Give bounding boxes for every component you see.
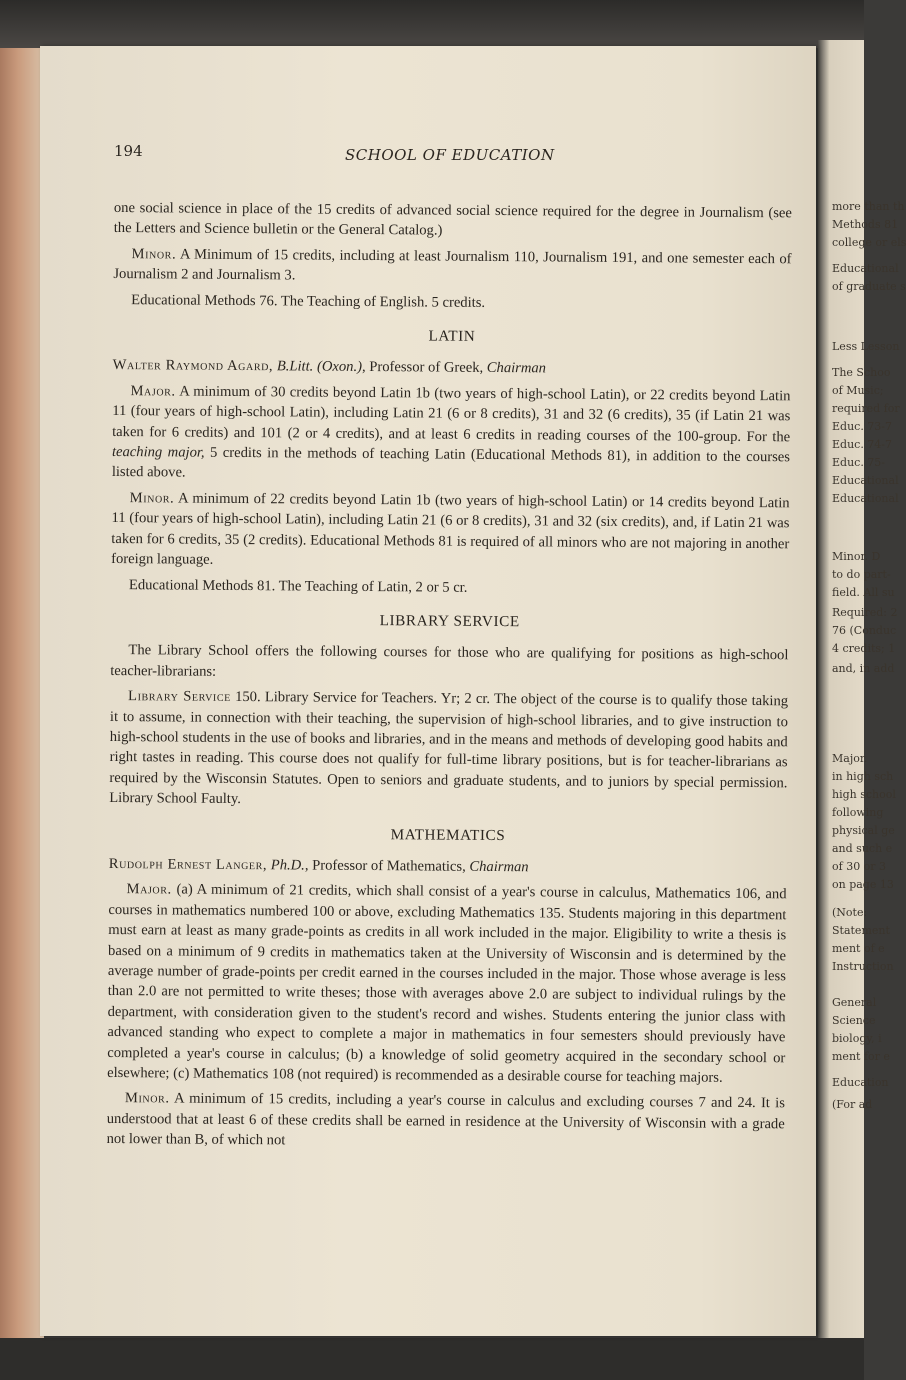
adjacent-page-fragment: Science	[832, 1014, 876, 1027]
adjacent-page-fragment: Methods 81	[832, 218, 899, 231]
adjacent-page-fragment: field. All su	[832, 586, 895, 599]
scan-top-edge	[0, 0, 864, 48]
adjacent-page-fragment: of Music;	[832, 384, 884, 397]
adjacent-page-edge	[818, 40, 906, 1340]
adjacent-page-fragment: Less Lesson	[832, 340, 900, 353]
adjacent-page-fragment: Educational	[832, 262, 899, 275]
adjacent-page-fragment: Minor. D	[832, 550, 881, 563]
adjacent-page-fragment: 76 (Conduc	[832, 624, 897, 637]
adjacent-page-fragment: Education	[832, 1076, 889, 1089]
adjacent-page-fragment: ment of e	[832, 942, 885, 955]
minor-text: A minimum of 22 credits beyond Latin 1b (two years of high-school Latin) or 14 credits beyond Latin 11 (four years of high-school Latin), including Latin 21 (6 or 8 credits), 31 and 32 (six credits), and, if Latin 21 was taken for 6 credits, 35 (2 credits). Educational Methods 81 is required of all minors who are not majoring in another foreign language.	[111, 490, 790, 568]
adjacent-page-fragment: The Schoo	[832, 366, 891, 379]
continued-paragraph: one social science in place of the 15 credits of advanced social science required for the degree in Journalism (see the Letters and Science bulletin or the General Catalog.)	[113, 199, 792, 239]
adjacent-page-fragment: Educ. 75-	[832, 456, 886, 469]
book-spine	[0, 48, 44, 1338]
page-number: 194	[114, 142, 143, 160]
adjacent-page-fragment: on page 13	[832, 878, 894, 891]
library-heading: LIBRARY SERVICE	[379, 612, 520, 631]
latin-faculty-line	[113, 355, 791, 381]
course-text: 150. Library Service for Teachers. Yr; 2 cr. The object of the course is to qualify those taking it to assume, in connection with their teaching, the supervision of high-school libraries, and to give instruction to high-school students in the use of books and libraries, and in the means and methods of developing good habits and right tastes in reading. This course does not qualify for full-time library positions, but is for teacher-librarians as required by the Wisconsin Statutes. Open to seniors and graduate students, and to juniors by special permission. Library School Faulty.	[109, 689, 789, 808]
adjacent-page-fragment: Educational	[832, 492, 899, 505]
adjacent-page-fragment: in high sch	[832, 770, 894, 783]
running-head: SCHOOL OF EDUCATION	[345, 146, 555, 164]
adjacent-page-fragment: college or els	[832, 236, 906, 249]
course-label: Library Service	[128, 688, 231, 706]
minor-label: Minor.	[129, 490, 175, 507]
minor-text: A minimum of 15 credits, including a year's course in calculus and excluding courses 7 and 24. It is understood that at least 6 of these credits shall be earned in residence at the University of Wisconsin with a grade not lower than B, of which not	[106, 1090, 785, 1149]
major-label: Major.	[126, 881, 172, 898]
latin-heading: LATIN	[428, 327, 476, 345]
english-methods-line: Educational Methods 76. The Teaching of English. 5 credits.	[131, 291, 486, 311]
adjacent-page-fragment: (Note:	[832, 906, 868, 919]
faculty-name: Rudolph Ernest Langer,	[108, 855, 268, 874]
adjacent-page-fragment: and such e	[832, 842, 893, 855]
minor-label: Minor.	[124, 1090, 170, 1107]
mathematics-heading: MATHEMATICS	[390, 825, 506, 844]
major-text-a: A minimum of 30 credits beyond Latin 1b (two years of high-school Latin), or 22 credits beyond Latin 11 (four years of high-school Latin), including Latin 21 (6 or 8 credits), 31 and 32 (6 credits), 35 (if Latin 21 was taken for 6 credits) and 101 (2 or 4 credits), and at least 6 credits in reading courses of the 100-group. For the	[112, 383, 791, 445]
faculty-institution: (Oxon.)	[316, 359, 363, 376]
adjacent-page-fragment: following	[832, 806, 884, 819]
mathematics-faculty-line	[109, 854, 787, 880]
latin-methods-line: Educational Methods 81. The Teaching of Latin, 2 or 5 cr.	[128, 576, 468, 596]
adjacent-page-fragment: Major.	[832, 752, 868, 765]
mathematics-minor-paragraph	[107, 1088, 785, 1155]
page-body	[106, 198, 791, 1160]
adjacent-page-fragment: General	[832, 996, 877, 1009]
adjacent-page-fragment: Educ. 73-7	[832, 420, 893, 433]
faculty-role: Chairman	[469, 858, 529, 876]
faculty-degree: B.Litt.	[276, 358, 314, 376]
adjacent-page-fragment: to do part-	[832, 568, 891, 581]
faculty-degree: Ph.D.	[270, 857, 305, 874]
latin-major-paragraph	[112, 381, 791, 488]
minor-label: Minor.	[131, 245, 177, 263]
library-intro-paragraph: The Library School offers the following courses for those who are qualifying for positions as high-school teacher-librarians:	[110, 642, 789, 680]
mathematics-major-paragraph	[107, 879, 787, 1088]
adjacent-page-fragment: (For ad	[832, 1098, 873, 1111]
minor-text: A Minimum of 15 credits, including at least Journalism 110, Journalism 191, and one semester each of Journalism 2 and Journalism 3.	[113, 246, 792, 284]
adjacent-page-fragment: 4 credits; 1	[832, 642, 896, 655]
adjacent-page-fragment: and, in add	[832, 662, 895, 675]
faculty-role: Chairman	[486, 360, 547, 377]
adjacent-page-fragment: ment for e	[832, 1050, 890, 1063]
scan-bottom-edge	[0, 1338, 864, 1380]
adjacent-page-fragment: biology, i	[832, 1032, 882, 1045]
adjacent-page-fragment: Instruction	[832, 960, 894, 973]
adjacent-page-fragment: Educ. 74-7	[832, 438, 893, 451]
adjacent-page-fragment: of graduate s	[832, 280, 906, 293]
faculty-name: Walter Raymond Agard,	[112, 357, 274, 375]
adjacent-page-fragment: more than th	[832, 200, 905, 213]
major-text-b: 5 credits in the methods of teaching Latin (Educational Methods 81), in addition to the courses listed above.	[111, 444, 791, 482]
major-text: (a) A minimum of 21 credits, which shall consist of a year's course in calculus, Mathematics 106, and courses in mathematics numbered 100 or above, excluding Mathematics 135. Students majoring in this department must earn at least as many grade-points as credits in all work included in the major. Eligibility to write a thesis is based on a minimum of 9 credits in mathematics taken at the University of Wisconsin and is determined by the average number of grade-points per credit earned in the courses included in the major. Those whose average is less than 2.0 are not permitted to write theses; those with averages above 2.0 are subject to individual rulings by the department, with consideration given to the student's record and wishes. Students entering the junior class with advanced standing who expect to complete a major in mathematics in four semesters should previously have completed a year's course in calculus; (b) a knowledge of solid geometry acquired in the secondary school or elsewhere; (c) Mathematics 108 (not required) is recommended as a desirable course for teaching majors.	[107, 881, 787, 1086]
library-course-paragraph	[109, 686, 788, 814]
latin-minor-paragraph	[111, 488, 790, 575]
adjacent-page-fragment: high school	[832, 788, 896, 801]
faculty-title: , Professor of Mathematics,	[304, 857, 470, 875]
journalism-minor-paragraph	[113, 244, 791, 290]
teaching-major-term: teaching major,	[111, 444, 205, 461]
adjacent-page-fragment: physical ge	[832, 824, 895, 837]
faculty-title: , Professor of Greek,	[361, 359, 487, 377]
adjacent-page-fragment: required for	[832, 402, 900, 415]
adjacent-page-fragment: Statement	[832, 924, 890, 937]
adjacent-page-fragment: Educational	[832, 474, 899, 487]
adjacent-page-fragment: Required: 2	[832, 606, 898, 619]
major-label: Major.	[130, 382, 176, 400]
adjacent-page-fragment: of 30 or 3	[832, 860, 887, 873]
